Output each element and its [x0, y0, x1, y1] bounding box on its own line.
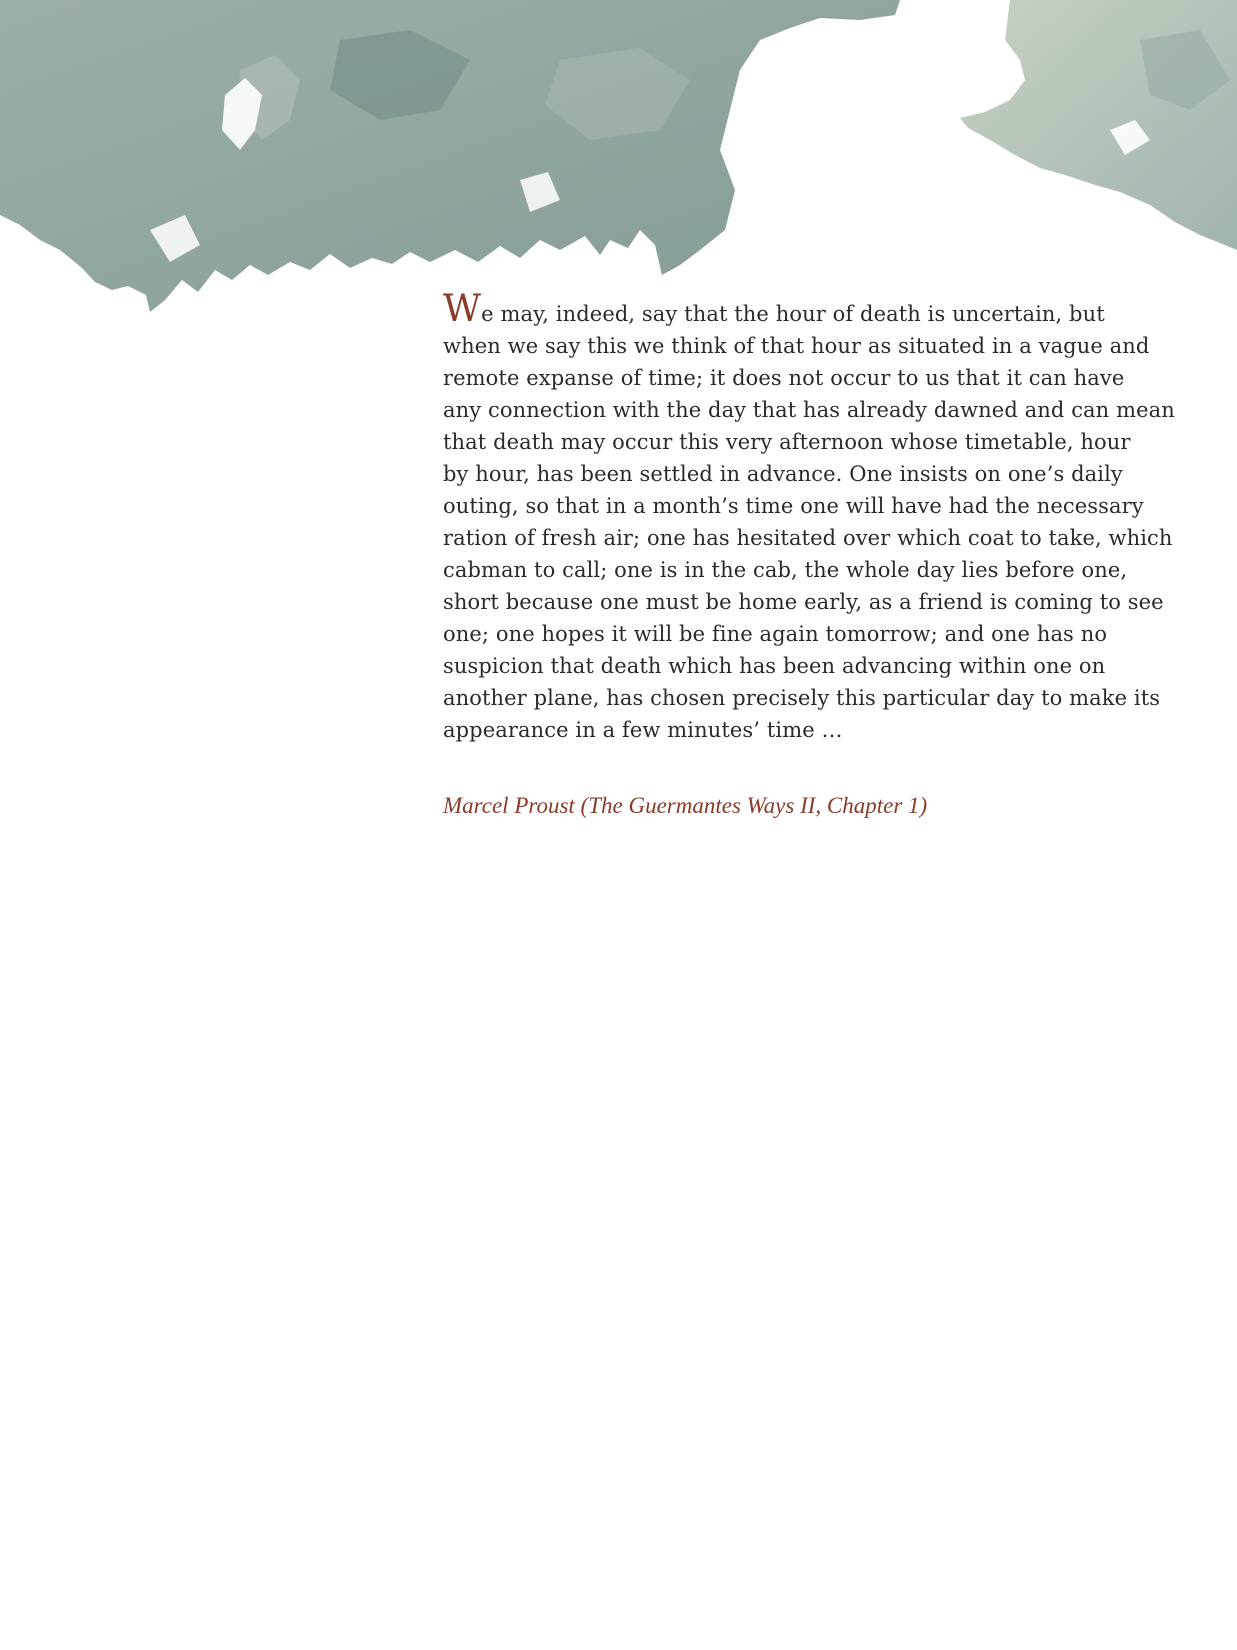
painted-foliage-illustration: [0, 0, 1237, 320]
quote-line-1-text: e may, indeed, say that the hour of death is uncertain, but: [481, 302, 1105, 326]
quote-line-14: appearance in a few minutes’ time …: [443, 718, 843, 742]
proust-quote-paragraph: [443, 287, 1175, 746]
quote-line-11: one; one hopes it will be fine again tomorrow; and one has no: [443, 622, 1108, 646]
quote-line-2: when we say this we think of that hour as situated in a vague and: [443, 334, 1150, 358]
quote-attribution: Marcel Proust (The Guermantes Ways II, Chapter 1): [443, 793, 928, 818]
quote-line-12: suspicion that death which has been advancing within one on: [443, 654, 1106, 678]
quote-line-9: cabman to call; one is in the cab, the whole day lies before one,: [443, 558, 1128, 582]
quote-line-5: that death may occur this very afternoon whose timetable, hour: [443, 430, 1131, 454]
quote-line-7: outing, so that in a month’s time one will have had the necessary: [443, 494, 1144, 518]
quote-line-3: remote expanse of time; it does not occur to us that it can have: [443, 366, 1125, 390]
quote-line-1: [443, 287, 1163, 330]
quote-line-13: another plane, has chosen precisely this particular day to make its: [443, 686, 1161, 710]
drop-cap: W: [443, 287, 482, 330]
quote-line-8: ration of fresh air; one has hesitated over which coat to take, which: [443, 526, 1173, 550]
quote-line-10: short because one must be home early, as a friend is coming to see: [443, 590, 1164, 614]
quote-line-6: by hour, has been settled in advance. One insists on one’s daily: [443, 462, 1123, 486]
quote-line-4: any connection with the day that has already dawned and can mean: [443, 398, 1175, 422]
